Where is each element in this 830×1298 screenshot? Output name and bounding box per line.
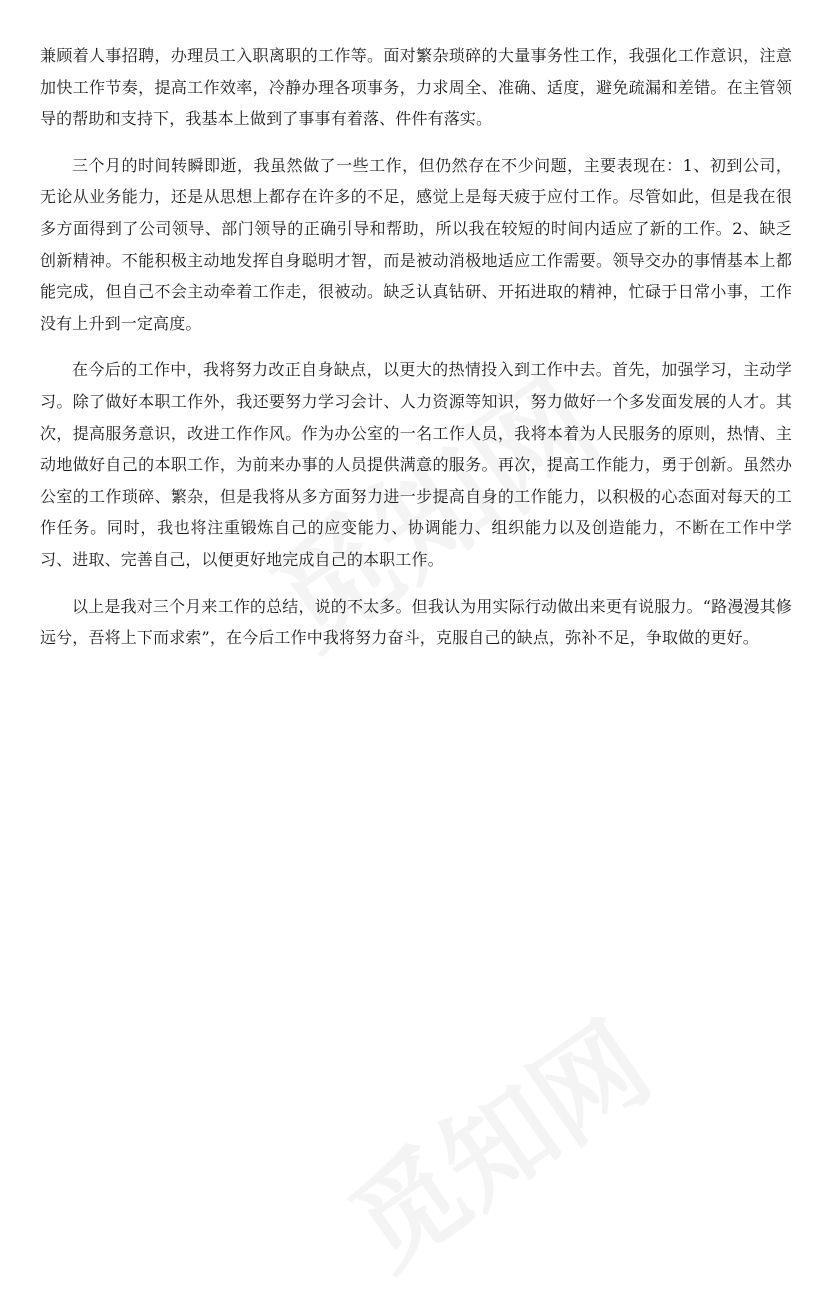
paragraph-2: 三个月的时间转瞬即逝，我虽然做了一些工作，但仍然存在不少问题，主要表现在：1、初到公司，无论从业务能力，还是从思想上都存在许多的不足，感觉上是每天疲于应付工作。尽管如此，但是我在很多方面得到了公司领导、部门领导的正确引导和帮助，所以我在较短的时间内适应了新的工作。2、缺乏创新精神。不能积极主动地发挥自身聪明才智，而是被动消极地适应工作需要。领导交办的事情基本上都能完成，但自己不会主动牵着工作走，很被动。缺乏认真钻研、开拓进取的精神，忙碌于日常小事，工作没有上升到一定高度。: [40, 155, 792, 333]
paragraph-1: 兼顾着人事招聘，办理员工入职离职的工作等。面对繁杂琐碎的大量事务性工作，我强化工作意识，注意加快工作节奏，提高工作效率，冷静办理各项事务，力求周全、准确、适度，避免疏漏和差错。在主管领导的帮助和支持下，我基本上做到了事事有着落、件件有落实。: [40, 46, 792, 129]
paragraph-3: 在今后的工作中，我将努力改正自身缺点，以更大的热情投入到工作中去。首先，加强学习，主动学习。除了做好本职工作外，我还要努力学习会计、人力资源等知识，努力做好一个多发面发展的人才。其次，提高服务意识，改进工作作风。作为办公室的一名工作人员，我将本着为人民服务的原则，热情、主动地做好自己的本职工作，为前来办事的人员提供满意的服务。再次，提高工作能力，勇于创新。虽然办公室的工作琐碎、繁杂，但是我将从多方面努力进一步提高自身的工作能力，以积极的心态面对每天的工作任务。同时，我也将注重锻炼自己的应变能力、协调能力、组织能力以及创造能力，不断在工作中学习、进取、完善自己，以便更好地完成自己的本职工作。: [40, 360, 792, 569]
watermark-logo-bottom: [315, 980, 676, 1298]
paragraph-4: 以上是我对三个月来工作的总结，说的不太多。但我认为用实际行动做出来更有说服力。“路漫漫其修远兮，吾将上下而求索”，在今后工作中我将努力奋斗，克服自己的缺点，弥补不足，争取做的更好。: [40, 596, 792, 648]
document-page: [40, 40, 792, 669]
